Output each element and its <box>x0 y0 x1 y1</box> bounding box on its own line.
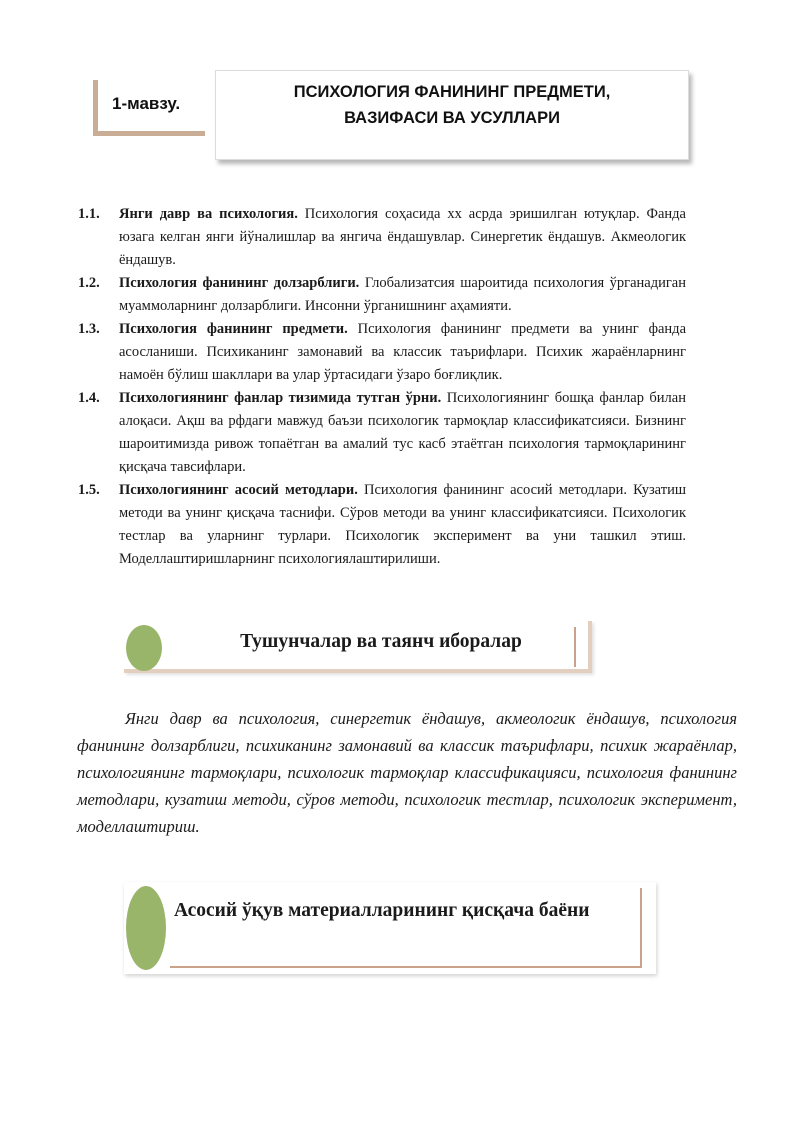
green-oval-accent <box>126 886 166 970</box>
list-item <box>78 318 686 387</box>
item-text: Психология соҳасида хх асрда эришилган ютуқлар. Фанда юзага келган янги йўналишлар ва янгича ёндашувлар. Синергетик ёндашув. Акмеологик ёндашув. <box>119 206 686 268</box>
list-item <box>78 387 686 479</box>
item-title: Психологиянинг фанлар тизимида тутган ўрни. <box>119 390 442 406</box>
item-number: 1.3. <box>78 321 100 337</box>
list-item <box>78 272 686 318</box>
list-item <box>78 479 686 571</box>
item-body <box>119 318 686 387</box>
concepts-heading: Тушунчалар ва таянч иборалар <box>240 631 522 652</box>
item-number: 1.2. <box>78 275 100 291</box>
concepts-section-header <box>124 621 592 673</box>
item-text: Психологиянинг бошқа фанлар билан алоқаси. Ақш ва рфдаги мавжуд баъзи психологик тармоқлар классификатсияси. Бизнинг шароитимизда ривож топаётган ва амалий тус касб этаётган психология тармоқларининг қисқача тавсифлари. <box>119 390 686 475</box>
topic-plan-list <box>78 203 686 571</box>
item-text: Глобализатсия шароитида психология ўрганадиган муаммоларнинг долзарблиги. Инсонни ўрганишнинг аҳамияти. <box>119 275 687 314</box>
item-number: 1.5. <box>78 482 100 498</box>
item-title: Психология фанининг долзарблиги. <box>119 275 360 291</box>
item-body <box>119 387 686 479</box>
item-title: Психологиянинг асосий методлари. <box>119 482 358 498</box>
materials-section-header <box>124 882 656 974</box>
list-item <box>78 203 686 272</box>
title-box <box>215 70 689 160</box>
topic-badge <box>93 80 205 136</box>
keywords-paragraph: Янги давр ва психология, синергетик ёндашув, акмеологик ёндашув, психология фанининг долзарблиги, психиканинг замонавий ва классик таърифлари, психик жараёнлар, психологиянинг тармоқлари, психологик тармоқлар классификацияси, психология фанининг методлари, кузатиш методи, сўров методи, психологик тестлар, психологик эксперимент, моделлаштириш. <box>77 709 737 836</box>
item-number: 1.1. <box>78 206 100 222</box>
materials-heading: Асосий ўқув материалларининг қисқача баёни <box>174 900 590 921</box>
topic-label: 1-мавзу. <box>112 94 181 113</box>
item-title: Психология фанининг предмети. <box>119 321 348 337</box>
item-text: Психология фанининг предмети ва унинг фанда асосланиши. Психиканинг замонавий ва классик таърифлари. Психик жараёнларнинг намоён бўлиш шакллари ва улар ўртасидаги ўзаро боғлиқлик. <box>119 321 686 383</box>
green-oval-accent <box>126 625 162 671</box>
item-title: Янги давр ва психология. <box>119 206 298 222</box>
item-body <box>119 272 686 318</box>
item-number: 1.4. <box>78 390 100 406</box>
item-body <box>119 203 686 272</box>
title-line-2: ВАЗИФАСИ ВА УСУЛЛАРИ <box>344 109 560 127</box>
page-title <box>216 79 688 131</box>
item-text: Психология фанининг асосий методлари. Кузатиш методи ва унинг қисқача таснифи. Сўров методи ва унинг классификатсияси. Психологик тестлар ва уларнинг турлари. Психологик эксперимент ва уни ташкил этиш. Моделлаштиришларнинг психологиялаштирилиши. <box>119 482 686 567</box>
item-body <box>119 479 686 571</box>
title-line-1: ПСИХОЛОГИЯ ФАНИНИНГ ПРЕДМЕТИ, <box>293 83 611 101</box>
